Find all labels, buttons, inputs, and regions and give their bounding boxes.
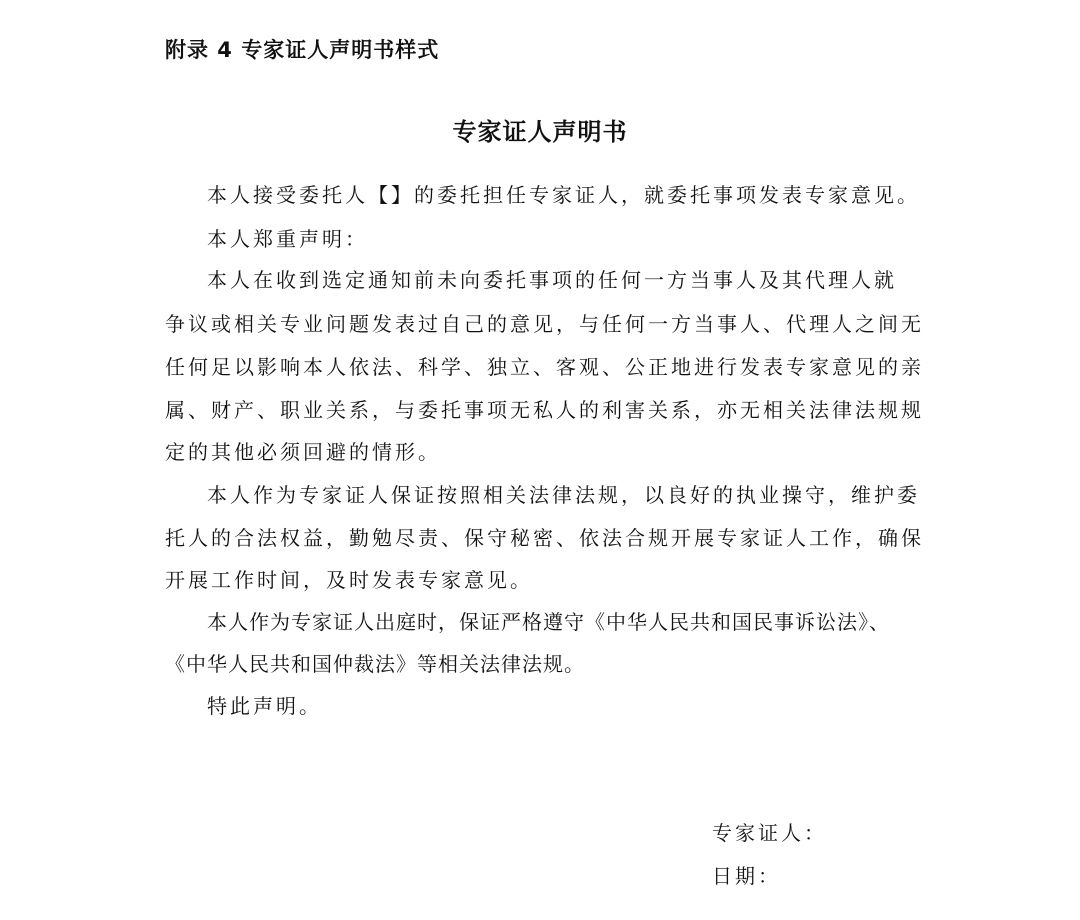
paragraph-line: 本人在收到选定通知前未向委托事项的任何一方当事人及其代理人就 bbox=[207, 268, 897, 292]
paragraph-line: 本人郑重声明： bbox=[207, 227, 368, 251]
appendix-heading: 附录 4 专家证人声明书样式 bbox=[165, 38, 440, 62]
paragraph-line: 本人接受委托人【】的委托担任专家证人，就委托事项发表专家意见。 bbox=[207, 183, 920, 207]
paragraph-line: 托人的合法权益，勤勉尽责、保守秘密、依法合规开展专家证人工作，确保 bbox=[165, 526, 924, 550]
paragraph-line: 本人作为专家证人保证按照相关法律法规，以良好的执业操守，维护委 bbox=[207, 483, 920, 507]
document-title: 专家证人声明书 bbox=[452, 118, 628, 146]
paragraph-line: 本人作为专家证人出庭时，保证严格遵守《中华人民共和国民事诉讼法》、 bbox=[207, 610, 890, 634]
paragraph-line: 属、财产、职业关系，与委托事项无私人的利害关系，亦无相关法律法规规 bbox=[165, 398, 924, 422]
paragraph-line: 争议或相关专业问题发表过自己的意见，与任何一方当事人、代理人之间无 bbox=[165, 312, 924, 336]
paragraph-line: 任何足以影响本人依法、科学、独立、客观、公正地进行发表专家意见的亲 bbox=[165, 355, 924, 379]
paragraph-line: 特此声明。 bbox=[207, 694, 322, 718]
paragraph-line: 开展工作时间，及时发表专家意见。 bbox=[165, 568, 533, 592]
paragraph-line: 定的其他必须回避的情形。 bbox=[165, 440, 441, 464]
date-label: 日期： bbox=[712, 864, 781, 888]
paragraph-line: 《中华人民共和国仲裁法》等相关法律法规。 bbox=[165, 652, 585, 676]
expert-signature-label: 专家证人： bbox=[712, 821, 827, 845]
